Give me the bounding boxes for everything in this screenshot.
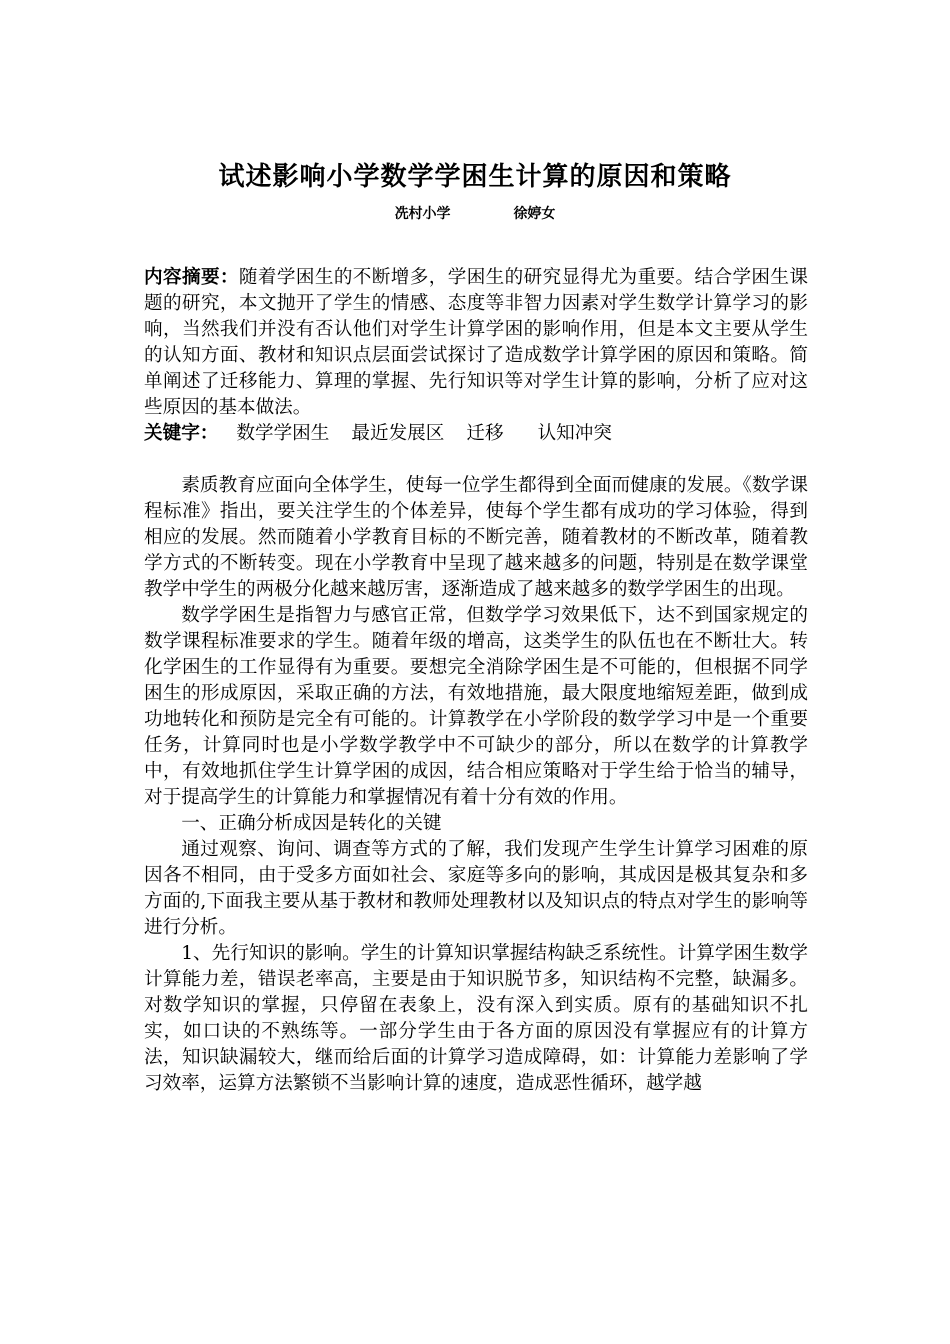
keyword: 数学学困生 (236, 423, 330, 444)
document-title: 试述影响小学数学学困生计算的原因和策略 (218, 162, 732, 192)
keywords-line (144, 421, 808, 447)
abstract (144, 265, 808, 421)
abstract-label: 内容摘要： (144, 267, 239, 288)
author-name: 徐婷女 (513, 206, 556, 222)
keyword: 迁移 (466, 423, 504, 444)
spacer (144, 447, 808, 473)
keyword: 认知冲突 (537, 423, 612, 444)
byline (0, 203, 950, 223)
body-paragraph: 通过观察、询问、调查等方式的了解，我们发现产生学生计算学习困难的原因各不相同，由于受多方面如社会、家庭等多向的影响，其成因是极其复杂和多方面的,下面我主要从基于教材和教师处理教材以及知识点的特点对学生的影响等进行分析。 (144, 839, 808, 938)
abstract-text: 随着学困生的不断增多，学困生的研究显得尤为重要。结合学困生课题的研究，本文抛开了学生的情感、态度等非智力因素对学生数学计算学习的影响，当然我们并没有否认他们对学生计算学困的影响作用，但是本文主要从学生的认知方面、教材和知识点层面尝试探讨了造成数学计算学困的原因和策略。简单阐述了迁移能力、算理的掌握、先行知识等对学生计算的影响，分析了应对这些原因的基本做法。 (144, 267, 808, 418)
section-heading: 一、正确分析成因是转化的关键 (181, 813, 442, 834)
body-paragraph: 数学学困生是指智力与感官正常，但数学学习效果低下，达不到国家规定的数学课程标准要求的学生。随着年级的增高，这类学生的队伍也在不断壮大。转化学困生的工作显得有为重要。要想完全消除学困生是不可能的，但根据不同学困生的形成原因，采取正确的方法，有效地措施，最大限度地缩短差距，做到成功地转化和预防是完全有可能的。计算教学在小学阶段的数学学习中是一个重要任务，计算同时也是小学数学教学中不可缺少的部分，所以在数学的计算教学中，有效地抓住学生计算学困的成因，结合相应策略对于学生给于恰当的辅导，对于提高学生的计算能力和掌握情况有着十分有效的作用。 (144, 605, 808, 808)
keywords-label: 关键字： (144, 423, 219, 444)
body-paragraph: 1、先行知识的影响。学生的计算知识掌握结构缺乏系统性。计算学困生数学计算能力差，错误老率高，主要是由于知识脱节多，知识结构不完整，缺漏多。对数学知识的掌握，只停留在表象上，没有深入到实质。原有的基础知识不扎实，如口诀的不熟练等。一部分学生由于各方面的原因没有掌握应有的计算方法，知识缺漏较大，继而给后面的计算学习造成障碍，如：计算能力差影响了学习效率，运算方法繁锁不当影响计算的速度，造成恶性循环，越学越 (144, 943, 808, 1094)
school-name: 冼村小学 (394, 206, 451, 222)
body-paragraph: 素质教育应面向全体学生，使每一位学生都得到全面而健康的发展。《数学课程标准》指出，要关注学生的个体差异，使每个学生都有成功的学习体验，得到相应的发展。然而随着小学教育目标的不断完善，随着教材的不断改革，随着教学方式的不断转变。现在小学教育中呈现了越来越多的问题，特别是在数学课堂教学中学生的两极分化越来越厉害，逐渐造成了越来越多的数学学困生的出现。 (144, 475, 808, 600)
document-body (144, 265, 808, 1097)
keyword: 最近发展区 (351, 423, 445, 444)
